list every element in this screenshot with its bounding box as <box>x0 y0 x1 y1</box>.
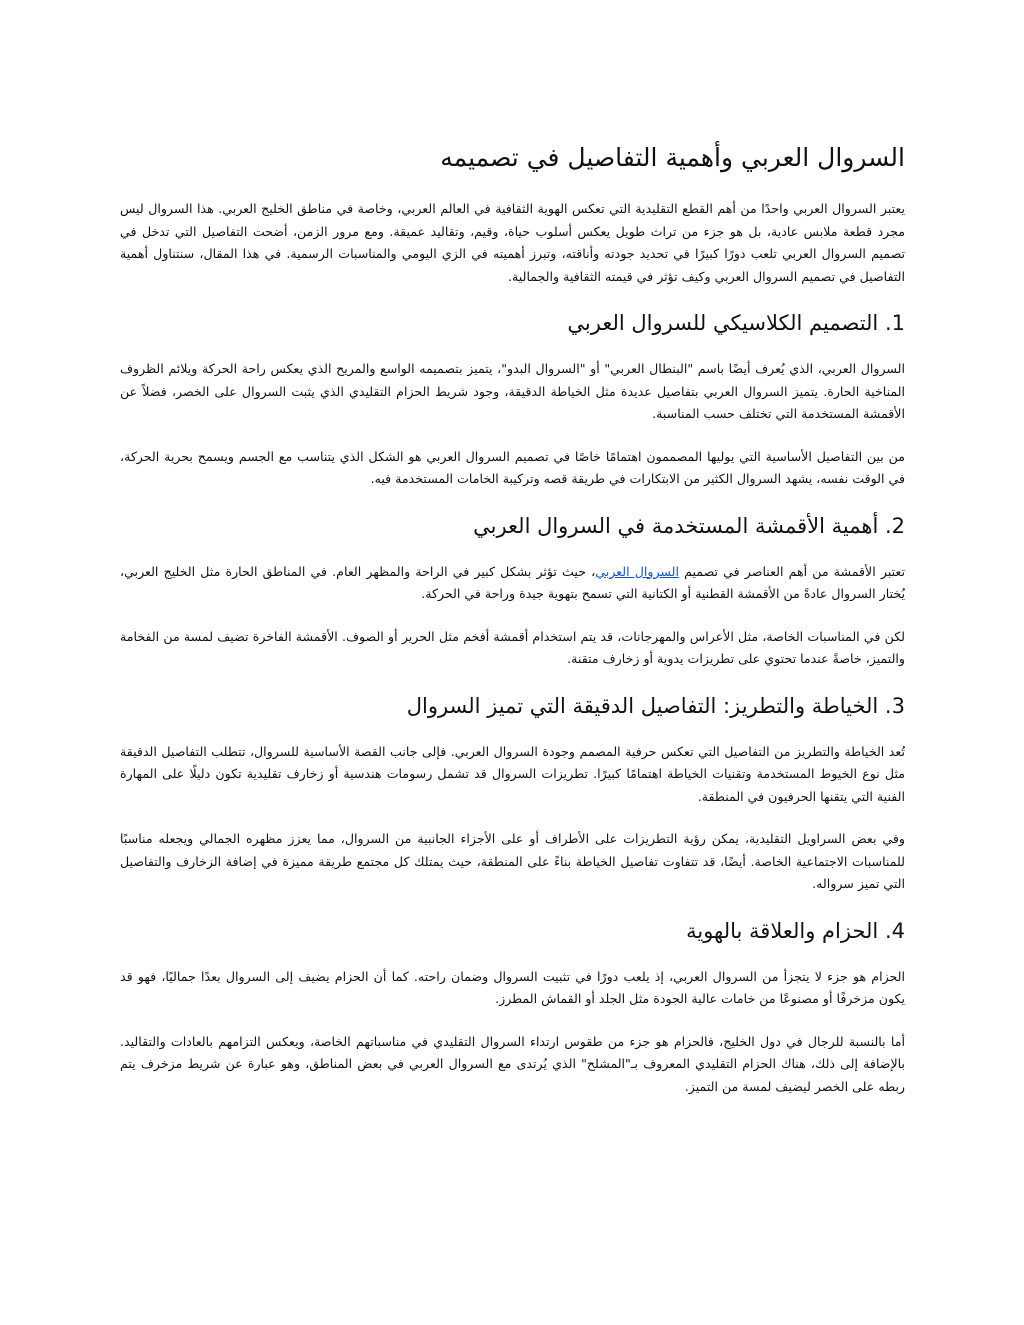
section-heading: 3. الخياطة والتطريز: التفاصيل الدقيقة التي تميز السروال <box>406 693 905 718</box>
section-paragraph: أما بالنسبة للرجال في دول الخليج، فالحزام هو جزء من طقوس ارتداء السروال التقليدي في مناسباتهم الخاصة، ويعكس التزامهم بالعادات والتقاليد. بالإضافة إلى ذلك، هناك الحزام التقليدي المعروف بـ"المشلح" الذي يُرتدى مع السروال العربي في بعض المناطق، وهو عبارة عن شريط مزخرف يتم ربطه على الخصر ليضيف لمسة من التميز. <box>120 1033 905 1094</box>
paragraph-text: ، حيث تؤثر بشكل كبير في الراحة والمظهر العام. في المناطق الحارة مثل الخليج العربي، يُختار السروال عادةً من الأقمشة القطنية أو الكتانية التي تسمح بتهوية جيدة وراحة في الحركة. <box>120 563 905 601</box>
section-paragraph <box>120 561 905 606</box>
arabic-trousers-link[interactable]: السروال العربي <box>595 563 679 579</box>
section-heading: 1. التصميم الكلاسيكي للسروال العربي <box>567 311 905 335</box>
section-heading: 2. أهمية الأقمشة المستخدمة في السروال العربي <box>473 513 905 538</box>
section-paragraph: السروال العربي، الذي يُعرف أيضًا باسم "البنطال العربي" أو "السروال البدو"، يتميز بتصميمه الواسع والمريح الذي يعكس راحة الحركة ويلائم الظروف المناخية الحارة. يتميز السروال العربي بتفاصيل عديدة مثل الخياطة الدقيقة، وجود شريط الحزام التقليدي الذي يثبت السروال على الخصر، فضلاً عن الأقمشة المستخدمة التي تختلف حسب المناسبة. <box>120 361 905 421</box>
section-4 <box>120 916 905 1099</box>
section-3 <box>120 691 905 896</box>
section-paragraph: الحزام هو جزء لا يتجزأ من السروال العربي، إذ يلعب دورًا في تثبيت السروال وضمان راحته. كما أن الحزام يضيف إلى السروال بعدًا جماليًا، فهو قد يكون مزخرفًا أو مصنوعًا من خامات عالية الجودة مثل الجلد أو القماش المطرز. <box>120 968 905 1006</box>
section-1 <box>120 308 905 491</box>
intro-paragraph: يعتبر السروال العربي واحدًا من أهم القطع التقليدية التي تعكس الهوية الثقافية في العالم العربي، وخاصة في مناطق الخليج العربي. هذا السروال ليس مجرد قطعة ملابس عادية، بل هو جزء من تراث طويل يعكس أسلوب حياة، وقيم، وتقاليد عميقة. ومع مرور الزمن، أضحت التفاصيل التي تدخل في تصميم السروال العربي تلعب دورًا كبيرًا في تحديد جودته وأناقته، وتبرز أهميته في الزي اليومي والمناسبات الرسمية. في هذا المقال، سنتناول أهمية التفاصيل في تصميم السروال العربي وكيف تؤثر في قيمته الثقافية والجمالية. <box>120 201 905 284</box>
document-page <box>120 140 905 1118</box>
paragraph-text: تعتبر الأقمشة من أهم العناصر في تصميم <box>678 563 906 579</box>
section-paragraph: وفي بعض السراويل التقليدية، يمكن رؤية التطريزات على الأطراف أو على الأجزاء الجانبية من السروال، مما يعزز مظهره الجمالي ويجعله مناسبًا للمناسبات الاجتماعية الخاصة. أيضًا، قد تتفاوت تفاصيل الخياطة بناءً على المنطقة، حيث يمتلك كل مجتمع طريقة مميزة في إضافة الزخارف والتفاصيل التي تميز سرواله. <box>120 831 905 891</box>
section-paragraph: من بين التفاصيل الأساسية التي يوليها المصممون اهتمامًا خاصًا في تصميم السروال العربي هو الشكل الذي يتناسب مع الجسم ويسمح بحرية الحركة، في الوقت نفسه، يشهد السروال الكثير من الابتكارات في طريقة قصه وتركيبة الخامات المستخدمة فيه. <box>120 448 905 486</box>
page-title: السروال العربي وأهمية التفاصيل في تصميمه <box>440 143 905 172</box>
section-2 <box>120 511 905 671</box>
section-heading: 4. الحزام والعلاقة بالهوية <box>686 918 905 943</box>
section-paragraph: لكن في المناسبات الخاصة، مثل الأعراس والمهرجانات، قد يتم استخدام أقمشة أفخم مثل الحرير أو الصوف. الأقمشة الفاخرة تضيف لمسة من الفخامة والتميز، خاصةً عندما تحتوي على تطريزات يدوية أو زخارف متقنة. <box>120 628 905 666</box>
section-paragraph: تُعد الخياطة والتطريز من التفاصيل التي تعكس حرفية المصمم وجودة السروال العربي. فإلى جانب القصة الأساسية للسروال، تتطلب التفاصيل الدقيقة مثل نوع الخيوط المستخدمة وتقنيات الخياطة اهتمامًا كبيرًا. تطريزات السروال قد تشمل رسومات هندسية أو زخارف تقليدية تكون دليلًا على المهارة الفنية التي يتقنها الحرفيون في المنطقة. <box>120 743 905 804</box>
